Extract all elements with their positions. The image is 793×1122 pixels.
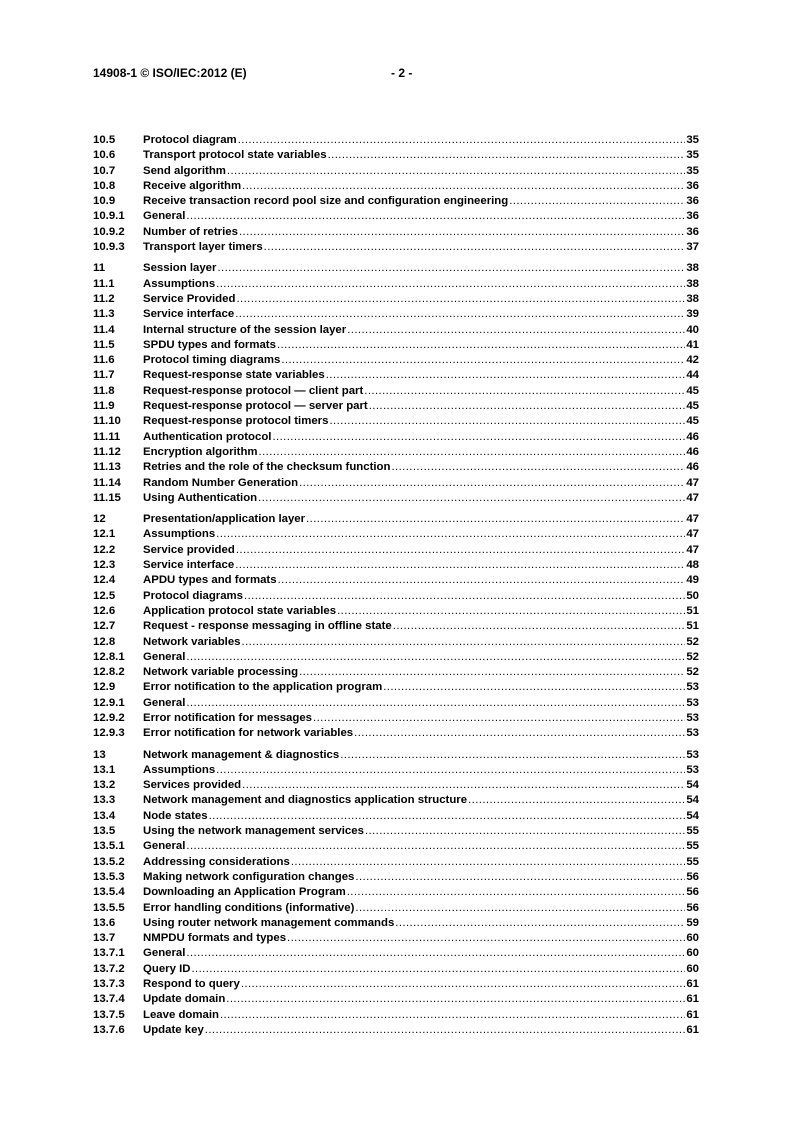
toc-entry-title: Network management & diagnostics [143, 748, 340, 761]
toc-entry-number: 12.6 [93, 604, 116, 617]
toc-entry-title: Addressing considerations [143, 855, 290, 868]
toc-entry-page: 59 [686, 916, 699, 929]
toc-entry[interactable] [93, 711, 699, 726]
toc-entry-title: Transport protocol state variables [143, 149, 327, 162]
toc-entry-title: Protocol diagrams [143, 589, 244, 602]
toc-entry[interactable] [93, 414, 699, 429]
toc-entry-number: 13.2 [93, 779, 116, 792]
toc-entry-page: 61 [686, 1023, 699, 1036]
toc-entry-title: Internal structure of the session layer [143, 323, 347, 336]
toc-entry-page: 46 [686, 430, 699, 443]
toc-entry-page: 47 [686, 528, 699, 541]
toc-dot-leader [242, 179, 685, 194]
toc-dot-leader [186, 839, 685, 854]
toc-dot-leader [340, 748, 685, 763]
toc-entry-page: 50 [686, 589, 699, 602]
toc-entry[interactable] [93, 946, 699, 961]
toc-entry-page: 38 [686, 262, 699, 275]
toc-entry-number: 13.5.2 [93, 855, 125, 868]
toc-dot-leader [226, 992, 685, 1007]
toc-entry-page: 37 [686, 241, 699, 254]
toc-entry-page: 47 [686, 543, 699, 556]
toc-entry-page: 36 [686, 179, 699, 192]
toc-entry[interactable] [93, 277, 699, 292]
toc-dot-leader [354, 726, 685, 741]
toc-entry-number: 12.9.2 [93, 711, 125, 724]
toc-dot-leader [364, 384, 685, 399]
toc-entry[interactable] [93, 209, 699, 224]
toc-entry-title: Receive transaction record pool size and configuration engineering [143, 195, 509, 208]
toc-entry-title: Using router network management commands [143, 916, 395, 929]
toc-entry-page: 51 [686, 604, 699, 617]
toc-entry[interactable] [93, 635, 699, 650]
toc-entry[interactable] [93, 916, 699, 931]
toc-entry-title: Request-response protocol timers [143, 415, 329, 428]
toc-entry-page: 45 [686, 400, 699, 413]
toc-entry[interactable] [93, 696, 699, 711]
toc-entry-number: 11.1 [93, 277, 115, 290]
toc-entry-page: 51 [686, 620, 699, 633]
toc-entry[interactable] [93, 430, 699, 445]
toc-entry[interactable] [93, 476, 699, 491]
toc-entry-page: 54 [686, 809, 699, 822]
toc-entry-title: Authentication protocol [143, 430, 272, 443]
toc-dot-leader [509, 194, 685, 209]
toc-entry-title: Using the network management services [143, 825, 364, 838]
toc-entry-page: 47 [686, 476, 699, 489]
toc-entry-number: 10.9.1 [93, 210, 125, 223]
toc-entry[interactable] [93, 931, 699, 946]
toc-dot-leader [186, 209, 685, 224]
toc-entry-page: 54 [686, 794, 699, 807]
toc-entry-page: 54 [686, 779, 699, 792]
toc-entry-page: 55 [686, 825, 699, 838]
toc-dot-leader [272, 430, 685, 445]
toc-dot-leader [313, 711, 685, 726]
toc-entry[interactable] [93, 824, 699, 839]
toc-entry-number: 13.7 [93, 932, 116, 945]
toc-entry-number: 11.4 [93, 323, 115, 336]
toc-entry-number: 11.6 [93, 354, 115, 367]
toc-entry[interactable] [93, 778, 699, 793]
toc-entry-page: 55 [686, 855, 699, 868]
toc-entry-number: 12.2 [93, 543, 116, 556]
toc-entry[interactable] [93, 399, 699, 414]
toc-entry-page: 52 [686, 666, 699, 679]
toc-entry-title: Network variable processing [143, 666, 299, 679]
toc-dot-leader [205, 1023, 686, 1038]
toc-entry-number: 11.9 [93, 400, 115, 413]
toc-entry-number: 11.10 [93, 415, 121, 428]
toc-entry-title: Send algorithm [143, 164, 226, 177]
toc-entry[interactable] [93, 748, 699, 763]
toc-entry-page: 44 [686, 369, 699, 382]
toc-entry-title: General [143, 210, 186, 223]
page-header [93, 66, 413, 80]
toc-dot-leader [328, 148, 686, 163]
toc-entry-title: Query ID [143, 962, 191, 975]
toc-dot-leader [242, 778, 685, 793]
toc-entry-title: Service Provided [143, 292, 236, 305]
toc-dot-leader [236, 543, 686, 558]
toc-entry-number: 13.5.5 [93, 901, 125, 914]
toc-entry-page: 55 [686, 840, 699, 853]
toc-entry-number: 10.6 [93, 149, 116, 162]
toc-entry-number: 12.3 [93, 559, 116, 572]
toc-entry-title: APDU types and formats [143, 574, 277, 587]
toc-entry-number: 11.11 [93, 430, 121, 443]
toc-entry-title: NMPDU formats and types [143, 932, 287, 945]
toc-entry[interactable] [93, 225, 699, 240]
toc-entry[interactable] [93, 148, 699, 163]
toc-entry[interactable] [93, 323, 699, 338]
toc-entry-page: 53 [686, 681, 699, 694]
toc-entry-page: 61 [686, 1008, 699, 1021]
toc-entry[interactable] [93, 543, 699, 558]
toc-entry[interactable] [93, 240, 699, 255]
toc-entry-number: 12.1 [93, 528, 116, 541]
toc-entry[interactable] [93, 839, 699, 854]
toc-entry-number: 12 [93, 513, 106, 526]
toc-dot-leader [393, 619, 686, 634]
toc-entry[interactable] [93, 680, 699, 695]
toc-entry-number: 11.7 [93, 369, 115, 382]
toc-entry[interactable] [93, 445, 699, 460]
page-number: - 2 - [391, 66, 413, 80]
toc-entry-title: Request-response protocol — client part [143, 384, 364, 397]
toc-dot-leader [239, 225, 685, 240]
toc-entry-page: 53 [686, 711, 699, 724]
toc-dot-leader [220, 1008, 685, 1023]
toc-entry[interactable] [93, 793, 699, 808]
toc-entry-page: 56 [686, 870, 699, 883]
toc-entry[interactable] [93, 194, 699, 209]
toc-entry-number: 12.9 [93, 681, 116, 694]
toc-entry-title: Error notification for messages [143, 711, 313, 724]
toc-entry-page: 52 [686, 650, 699, 663]
document-id: 14908-1 © ISO/IEC:2012 (E) [93, 66, 247, 80]
toc-dot-leader [235, 307, 685, 322]
table-of-contents [93, 133, 699, 1038]
toc-dot-leader [186, 650, 685, 665]
toc-entry-number: 10.5 [93, 134, 116, 146]
toc-entry-number: 11.2 [93, 292, 115, 305]
toc-entry-title: Error handling conditions (informative) [143, 901, 355, 914]
toc-entry-title: Request-response state variables [143, 369, 325, 382]
toc-entry-page: 53 [686, 727, 699, 740]
toc-entry-number: 13.5 [93, 825, 116, 838]
toc-entry-page: 35 [686, 134, 699, 146]
toc-entry-number: 12.9.1 [93, 696, 125, 709]
toc-entry-page: 60 [686, 947, 699, 960]
toc-entry-number: 11.14 [93, 476, 121, 489]
toc-entry-title: Network management and diagnostics application structure [143, 794, 468, 807]
toc-entry-number: 13.5.1 [93, 840, 125, 853]
toc-entry[interactable] [93, 855, 699, 870]
toc-entry[interactable] [93, 885, 699, 900]
toc-entry[interactable] [93, 353, 699, 368]
toc-entry[interactable] [93, 292, 699, 307]
toc-entry-page: 46 [686, 461, 699, 474]
toc-entry-number: 13.7.1 [93, 947, 125, 960]
toc-entry-page: 48 [686, 559, 699, 572]
toc-entry-title: Assumptions [143, 528, 216, 541]
toc-entry-number: 10.8 [93, 179, 116, 192]
toc-entry[interactable] [93, 368, 699, 383]
toc-entry-title: Receive algorithm [143, 179, 242, 192]
toc-dot-leader [277, 338, 685, 353]
toc-entry-number: 10.9 [93, 195, 116, 208]
toc-entry-page: 38 [686, 277, 699, 290]
toc-entry[interactable] [93, 179, 699, 194]
toc-entry[interactable] [93, 1008, 699, 1023]
toc-entry[interactable] [93, 650, 699, 665]
toc-entry[interactable] [93, 665, 699, 680]
toc-dot-leader [236, 292, 685, 307]
toc-entry-number: 12.8 [93, 635, 116, 648]
toc-dot-leader [242, 635, 686, 650]
toc-entry-title: Retries and the role of the checksum function [143, 461, 391, 474]
toc-dot-leader [347, 323, 685, 338]
toc-dot-leader [281, 353, 685, 368]
toc-dot-leader [355, 870, 685, 885]
toc-entry-title: Error notification for network variables [143, 727, 354, 740]
toc-dot-leader [365, 824, 685, 839]
toc-entry[interactable] [93, 338, 699, 353]
toc-entry-number: 13.7.4 [93, 993, 125, 1006]
toc-entry-page: 53 [686, 748, 699, 761]
toc-entry[interactable] [93, 307, 699, 322]
toc-entry-number: 13.1 [93, 763, 116, 776]
toc-entry[interactable] [93, 604, 699, 619]
toc-entry-number: 12.8.1 [93, 650, 125, 663]
toc-entry-page: 36 [686, 210, 699, 223]
toc-entry-number: 12.4 [93, 574, 116, 587]
toc-section [93, 261, 699, 506]
toc-entry-page: 60 [686, 932, 699, 945]
toc-entry[interactable] [93, 1023, 699, 1038]
toc-dot-leader [299, 665, 685, 680]
toc-entry-number: 13.6 [93, 916, 116, 929]
toc-entry[interactable] [93, 809, 699, 824]
toc-entry[interactable] [93, 527, 699, 542]
toc-entry[interactable] [93, 573, 699, 588]
toc-dot-leader [259, 445, 686, 460]
toc-entry-number: 13.7.5 [93, 1008, 125, 1021]
toc-entry-number: 11.12 [93, 445, 121, 458]
toc-entry-title: Encryption algorithm [143, 445, 258, 458]
toc-entry-number: 11.13 [93, 461, 121, 474]
toc-entry-title: Assumptions [143, 763, 216, 776]
toc-dot-leader [391, 460, 685, 475]
toc-entry-title: Error notification to the application program [143, 681, 383, 694]
toc-section [93, 748, 699, 1039]
toc-dot-leader [238, 133, 686, 148]
toc-entry-title: Network variables [143, 635, 241, 648]
toc-dot-leader [216, 527, 685, 542]
toc-entry[interactable] [93, 384, 699, 399]
toc-entry-page: 39 [686, 308, 699, 321]
toc-entry-number: 13.7.6 [93, 1023, 125, 1036]
toc-entry-page: 35 [686, 164, 699, 177]
toc-entry-title: Service interface [143, 559, 235, 572]
toc-dot-leader [264, 240, 686, 255]
toc-entry-number: 12.9.3 [93, 727, 125, 740]
toc-entry-title: Protocol diagram [143, 134, 237, 146]
toc-entry-title: Application protocol state variables [143, 604, 337, 617]
toc-dot-leader [217, 261, 685, 276]
toc-entry-number: 11.3 [93, 308, 115, 321]
toc-entry-page: 53 [686, 763, 699, 776]
toc-entry-page: 45 [686, 415, 699, 428]
toc-entry[interactable] [93, 726, 699, 741]
toc-dot-leader [326, 368, 686, 383]
toc-entry[interactable] [93, 870, 699, 885]
toc-entry-title: Presentation/application layer [143, 513, 306, 526]
toc-dot-leader [468, 793, 685, 808]
toc-dot-leader [355, 901, 685, 916]
toc-entry-page: 56 [686, 901, 699, 914]
toc-dot-leader [347, 885, 686, 900]
toc-entry-number: 12.8.2 [93, 666, 125, 679]
toc-entry-page: 36 [686, 195, 699, 208]
toc-entry-page: 46 [686, 445, 699, 458]
toc-entry-title: Request - response messaging in offline state [143, 620, 392, 633]
toc-dot-leader [329, 414, 685, 429]
toc-entry-title: General [143, 840, 186, 853]
toc-entry[interactable] [93, 589, 699, 604]
toc-entry[interactable] [93, 977, 699, 992]
toc-entry-page: 61 [686, 978, 699, 991]
toc-dot-leader [395, 916, 685, 931]
toc-dot-leader [209, 809, 686, 824]
toc-entry-number: 10.9.3 [93, 241, 125, 254]
toc-entry-number: 13.5.3 [93, 870, 125, 883]
toc-entry-number: 11 [93, 262, 106, 275]
toc-entry-page: 49 [686, 574, 699, 587]
toc-entry-title: General [143, 947, 186, 960]
toc-entry-number: 13.5.4 [93, 886, 125, 899]
toc-entry[interactable] [93, 992, 699, 1007]
toc-entry-page: 36 [686, 225, 699, 238]
toc-entry-title: General [143, 696, 186, 709]
toc-entry-title: Assumptions [143, 277, 216, 290]
toc-entry-page: 60 [686, 962, 699, 975]
toc-entry-number: 11.8 [93, 384, 115, 397]
toc-entry-page: 35 [686, 149, 699, 162]
toc-entry-page: 42 [686, 354, 699, 367]
toc-entry-page: 47 [686, 513, 699, 526]
toc-section [93, 133, 699, 255]
toc-entry-page: 53 [686, 696, 699, 709]
toc-entry-page: 45 [686, 384, 699, 397]
toc-entry-title: Transport layer timers [143, 241, 263, 254]
toc-dot-leader [383, 680, 685, 695]
toc-entry-number: 13.3 [93, 794, 116, 807]
toc-entry-title: Protocol timing diagrams [143, 354, 281, 367]
toc-entry-number: 10.9.2 [93, 225, 125, 238]
toc-entry-page: 38 [686, 292, 699, 305]
toc-entry-title: Using Authentication [143, 491, 258, 504]
toc-entry-title: Service interface [143, 308, 235, 321]
toc-entry-number: 13.4 [93, 809, 116, 822]
toc-entry-title: Making network configuration changes [143, 870, 355, 883]
toc-entry[interactable] [93, 962, 699, 977]
toc-entry-title: Update domain [143, 993, 226, 1006]
toc-dot-leader [291, 855, 685, 870]
toc-dot-leader [369, 399, 686, 414]
toc-entry[interactable] [93, 512, 699, 527]
toc-entry[interactable] [93, 261, 699, 276]
toc-entry-page: 47 [686, 491, 699, 504]
toc-entry-title: Update key [143, 1023, 204, 1036]
toc-entry-title: Service provided [143, 543, 235, 556]
toc-entry-number: 12.5 [93, 589, 116, 602]
toc-entry-title: Random Number Generation [143, 476, 299, 489]
toc-entry-title: SPDU types and formats [143, 338, 276, 351]
toc-entry-title: Services provided [143, 779, 242, 792]
toc-entry-number: 13.7.2 [93, 962, 125, 975]
toc-section [93, 512, 699, 741]
toc-entry-title: Leave domain [143, 1008, 219, 1021]
toc-dot-leader [227, 164, 685, 179]
toc-entry-title: Node states [143, 809, 208, 822]
toc-entry[interactable] [93, 619, 699, 634]
toc-entry-title: General [143, 650, 186, 663]
toc-dot-leader [299, 476, 685, 491]
toc-dot-leader [278, 573, 686, 588]
toc-entry-number: 11.15 [93, 491, 121, 504]
toc-entry-title: Request-response protocol — server part [143, 400, 368, 413]
toc-entry-title: Session layer [143, 262, 217, 275]
toc-entry-page: 40 [686, 323, 699, 336]
toc-dot-leader [216, 277, 685, 292]
toc-dot-leader [186, 946, 685, 961]
toc-entry-number: 10.7 [93, 164, 116, 177]
toc-entry-page: 52 [686, 635, 699, 648]
toc-entry-page: 61 [686, 993, 699, 1006]
toc-dot-leader [191, 962, 685, 977]
toc-entry[interactable] [93, 901, 699, 916]
toc-dot-leader [241, 977, 686, 992]
toc-dot-leader [306, 512, 685, 527]
toc-entry-page: 41 [686, 338, 699, 351]
toc-entry[interactable] [93, 133, 699, 148]
toc-dot-leader [337, 604, 685, 619]
toc-entry-number: 11.5 [93, 338, 115, 351]
toc-dot-leader [244, 589, 685, 604]
toc-entry[interactable] [93, 763, 699, 778]
toc-dot-leader [216, 763, 685, 778]
toc-entry[interactable] [93, 164, 699, 179]
toc-dot-leader [186, 696, 685, 711]
toc-entry-title: Number of retries [143, 225, 238, 238]
toc-entry[interactable] [93, 491, 699, 506]
toc-dot-leader [258, 491, 685, 506]
toc-entry-number: 13.7.3 [93, 978, 125, 991]
toc-entry[interactable] [93, 558, 699, 573]
toc-entry-page: 56 [686, 886, 699, 899]
toc-entry-title: Downloading an Application Program [143, 886, 346, 899]
toc-entry-number: 13 [93, 748, 106, 761]
toc-dot-leader [287, 931, 685, 946]
toc-entry[interactable] [93, 460, 699, 475]
toc-dot-leader [235, 558, 685, 573]
toc-entry-title: Respond to query [143, 978, 240, 991]
toc-entry-number: 12.7 [93, 620, 116, 633]
